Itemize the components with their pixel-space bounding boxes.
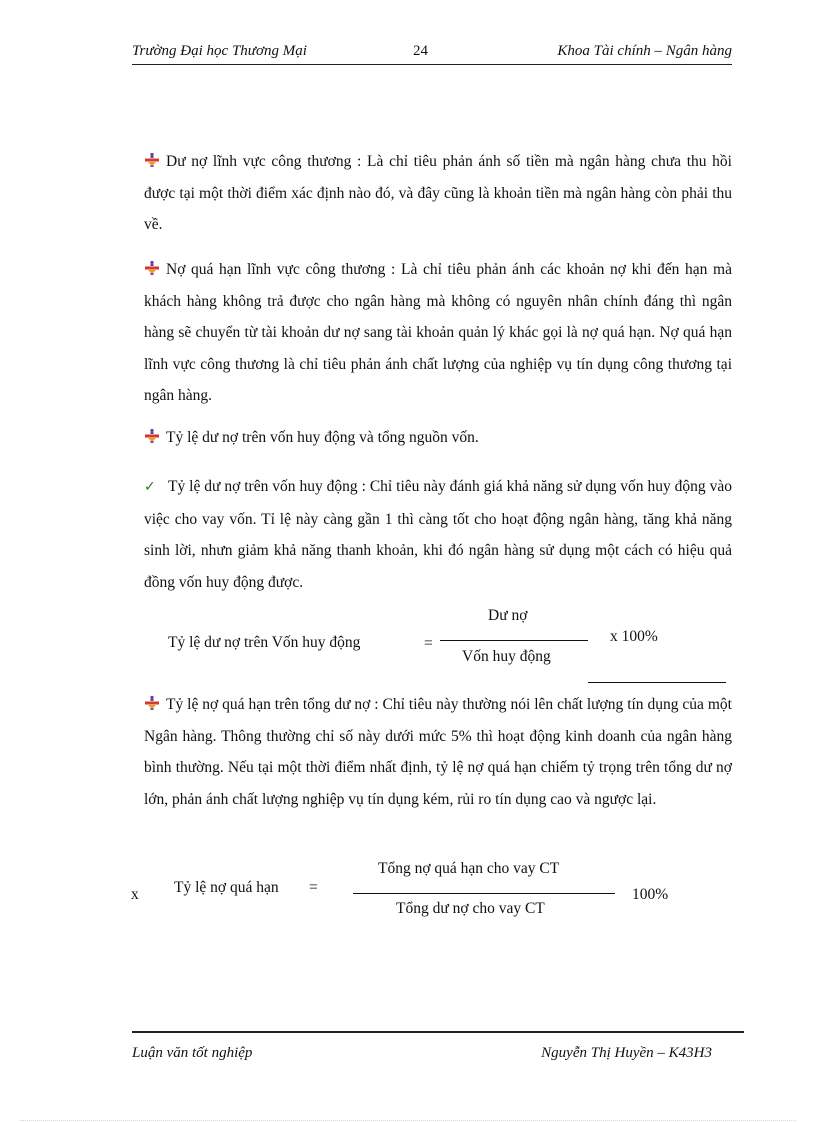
arrow-bullet-icon [144, 695, 160, 711]
fraction-bar [353, 893, 615, 894]
formula-multiplier: 100% [632, 886, 669, 903]
footer-author: Nguyễn Thị Huyền – K43H3 [541, 1045, 712, 1061]
footer-divider [132, 1031, 744, 1033]
page-header [132, 40, 732, 64]
fraction-bar [440, 640, 588, 641]
footer-thesis: Luận văn tốt nghiệp [132, 1045, 253, 1061]
formula-label: Tỷ lệ dư nợ trên Vốn huy động [168, 634, 361, 651]
page-number: 24 [413, 43, 428, 59]
arrow-bullet-icon [144, 152, 160, 168]
formula-denominator: Tổng dư nợ cho vay CT [396, 900, 545, 917]
arrow-bullet-icon [144, 428, 160, 444]
formula-label: Tỷ lệ nợ quá hạn [174, 879, 279, 896]
formula-denominator: Vốn huy động [462, 648, 551, 665]
paragraph-text: Tỷ lệ dư nợ trên vốn huy động : Chỉ tiêu này đánh giá khả năng sử dụng vốn huy động vào việc cho vay vốn. Tỉ lệ này càng gần 1 thì càng tốt cho hoạt động ngân hàng, tăng khả năng sinh lời, nhưn giảm khả năng thanh khoản, khi đó ngân hàng sử dụng một cách có hiệu quả đồng vốn huy động được. [144, 478, 732, 591]
paragraph-text: Dư nợ lĩnh vực công thương : Là chỉ tiêu phản ánh số tiền mà ngân hàng chưa thu hồi được tại một thời điểm xác định nào đó, và đây cũng là khoản tiền mà ngân hàng còn phải thu về. [144, 153, 732, 233]
formula-equals: = [424, 635, 433, 652]
paragraph-overdue-ratio [144, 689, 732, 815]
paragraph-text: Tỷ lệ nợ quá hạn trên tổng dư nợ : Chỉ tiêu này thường nói lên chất lượng tín dụng của một Ngân hàng. Thông thường chỉ số này dưới mức 5% thì hoạt động kinh doanh của ngân hàng bình thường. Nếu tại một thời điểm nhất định, tỷ lệ nợ quá hạn chiếm tỷ trọng trên tổng dư nợ lớn, phản ánh chất lượng nghiệp vụ tín dụng kém, rủi ro tín dụng cao và ngược lại. [144, 696, 732, 808]
header-university: Trường Đại học Thương Mại [132, 43, 307, 59]
formula-numerator: Tổng nợ quá hạn cho vay CT [378, 860, 560, 877]
formula-underline [588, 682, 726, 683]
arrow-bullet-icon [144, 260, 160, 276]
paragraph-text: Tỷ lệ dư nợ trên vốn huy động và tổng nguồn vốn. [166, 429, 479, 446]
formula-equals: = [309, 879, 318, 896]
page-edge [20, 1120, 796, 1121]
paragraph-overdue-loans [144, 254, 732, 412]
formula-numerator: Dư nợ [488, 607, 528, 624]
formula-multiplier: x 100% [610, 628, 658, 645]
formula-x: x [131, 886, 139, 903]
header-divider [132, 64, 732, 65]
paragraph-outstanding-loans [144, 146, 732, 241]
checkmark-icon: ✓ [144, 479, 156, 495]
header-faculty: Khoa Tài chính – Ngân hàng [557, 43, 732, 59]
paragraph-text: Nợ quá hạn lĩnh vực công thương : Là chỉ tiêu phản ánh các khoản nợ khi đến hạn mà khách hàng không trả được cho ngân hàng mà không có nguyên nhân chính đáng thì ngân hàng sẽ chuyển từ tài khoản dư nợ sang tài khoản quản lý khác gọi là nợ quá hạn. Nợ quá hạn lĩnh vực công thương là chỉ tiêu phản ánh chất lượng của nghiệp vụ tín dụng công thương tại ngân hàng. [144, 261, 732, 404]
paragraph-loan-to-deposit [144, 471, 732, 598]
paragraph-ratio-heading [144, 422, 732, 454]
